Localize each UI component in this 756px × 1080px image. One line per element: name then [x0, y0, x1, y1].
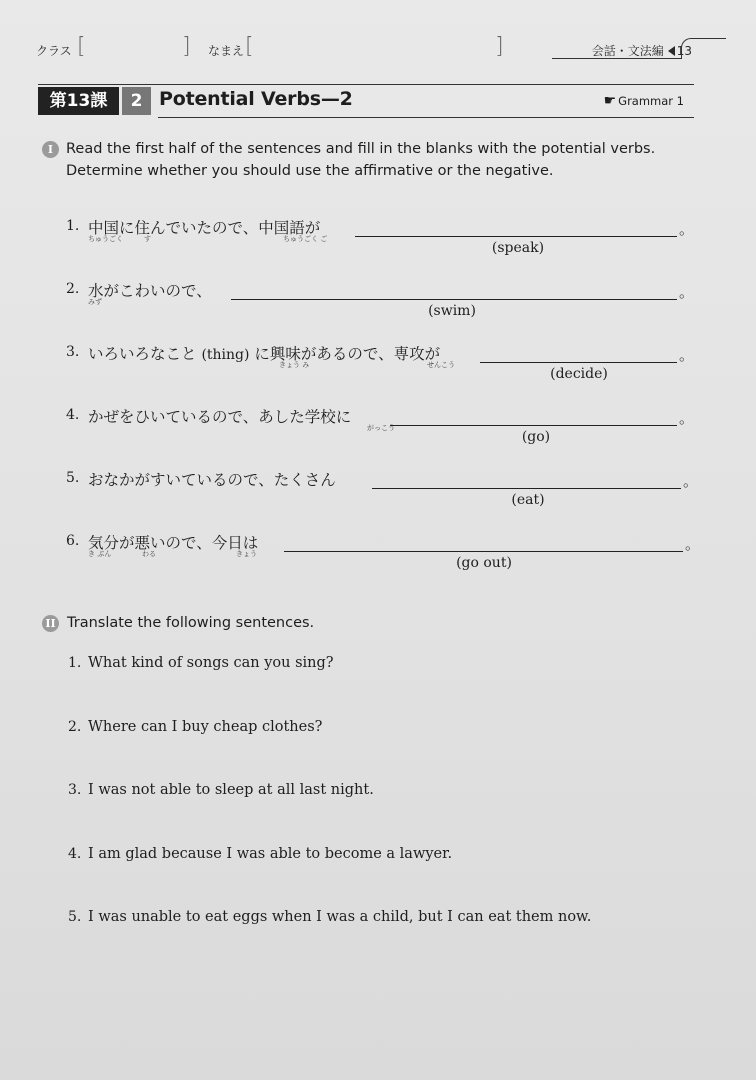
item-number: 4.	[66, 407, 80, 423]
item-number: 2.	[66, 281, 80, 297]
period: 。	[679, 409, 695, 427]
sentence-part: (thing)	[201, 347, 250, 363]
item-sentence: 水がこわいので、	[88, 282, 212, 300]
item-sentence: I was unable to eat eggs when I was a child, but I can eat them now.	[88, 909, 592, 925]
item-number: 1.	[66, 218, 80, 234]
lesson-badge: 第13課	[38, 87, 119, 115]
class-label: クラス	[36, 44, 72, 58]
furigana: みず	[88, 298, 102, 306]
period: 。	[679, 346, 695, 364]
section-2-marker: II	[42, 615, 59, 632]
item-number: 5.	[68, 909, 82, 925]
title-bar	[38, 84, 694, 118]
hint-word: (go)	[521, 429, 551, 445]
item-number: 3.	[68, 782, 82, 798]
sentence-part: に興味があるので、専攻が	[254, 345, 441, 363]
furigana: わる	[142, 550, 156, 558]
exercise-item-6	[66, 531, 701, 571]
translation-item-1	[68, 655, 334, 671]
section-1-instruction-line1: Read the first half of the sentences and fill in the blanks with the potential verbs.	[66, 141, 656, 157]
item-sentence: I was not able to sleep at all last night.	[88, 782, 374, 798]
item-number: 2.	[68, 719, 82, 735]
answer-blank-4[interactable]	[390, 425, 677, 426]
page-tab	[681, 38, 726, 59]
item-sentence: 中国に住んでいたので、中国語が	[88, 219, 321, 237]
title-top-rule	[38, 84, 694, 85]
exercise-item-4	[66, 405, 696, 445]
period: 。	[679, 220, 695, 238]
item-sentence: I am glad because I was able to become a lawyer.	[88, 846, 453, 862]
furigana: ちゅうごく	[88, 235, 123, 243]
pointing-hand-icon: ☛	[603, 93, 617, 109]
item-number: 3.	[66, 344, 80, 360]
item-sentence: かぜをひいているので、あした学校に	[88, 408, 352, 426]
hint-word: (decide)	[550, 366, 608, 382]
answer-blank-1[interactable]	[355, 236, 677, 237]
hint-word: (eat)	[511, 492, 545, 508]
sentence-part: いろいろなこと	[88, 345, 197, 363]
triangle-left-icon	[668, 46, 675, 56]
answer-blank-3[interactable]	[480, 362, 677, 363]
exercise-item-3	[66, 342, 696, 382]
page-number: 13	[676, 44, 692, 58]
translation-item-3	[68, 782, 374, 798]
class-bracket-open: [	[77, 34, 86, 59]
furigana: す	[144, 235, 151, 243]
item-sentence: おなかがすいているので、たくさん	[88, 471, 336, 489]
furigana: きょう	[236, 550, 257, 558]
page-title: Potential Verbs—2	[159, 88, 353, 110]
translation-item-5	[68, 909, 591, 925]
page-header	[36, 36, 726, 66]
hint-word: (go out)	[456, 555, 512, 571]
furigana: きょう み	[279, 361, 310, 369]
page-reference	[592, 42, 692, 59]
title-bottom-rule	[158, 117, 694, 118]
header-rule	[552, 58, 682, 59]
period: 。	[683, 472, 699, 490]
item-sentence: What kind of songs can you sing?	[88, 655, 334, 671]
furigana: ちゅうごく ご	[283, 235, 328, 243]
part-badge: 2	[122, 87, 151, 115]
grammar-reference	[604, 93, 684, 109]
answer-blank-6[interactable]	[284, 551, 683, 552]
item-number: 1.	[68, 655, 82, 671]
period: 。	[679, 283, 695, 301]
furigana: き ぶん	[88, 550, 112, 558]
furigana: がっこう	[367, 424, 395, 432]
section-1-marker: I	[42, 141, 59, 158]
hint-word: (swim)	[428, 303, 476, 319]
answer-blank-2[interactable]	[231, 299, 677, 300]
item-number: 4.	[68, 846, 82, 862]
item-number: 6.	[66, 533, 80, 549]
exercise-item-5	[66, 468, 699, 508]
translation-item-2	[68, 719, 322, 735]
name-bracket-close: ]	[495, 34, 504, 59]
item-sentence: Where can I buy cheap clothes?	[88, 719, 323, 735]
translation-item-4	[68, 846, 452, 862]
name-label: なまえ	[208, 44, 245, 58]
section-1-instruction-line2: Determine whether you should use the affirmative or the negative.	[66, 163, 554, 179]
item-sentence	[88, 342, 440, 364]
item-sentence: 気分が悪いので、今日は	[88, 534, 259, 552]
section-2-instruction: Translate the following sentences.	[67, 615, 315, 631]
hint-word: (speak)	[491, 240, 545, 256]
name-bracket-open: [	[245, 34, 254, 59]
furigana: せんこう	[427, 361, 455, 369]
answer-blank-5[interactable]	[372, 488, 681, 489]
exercise-item-1	[66, 216, 696, 256]
exercise-item-2	[66, 279, 696, 319]
book-section: 会話・文法編	[591, 44, 664, 58]
grammar-ref-label: Grammar 1	[618, 94, 684, 108]
period: 。	[685, 535, 701, 553]
class-bracket-close: ]	[182, 34, 191, 59]
item-number: 5.	[66, 470, 80, 486]
